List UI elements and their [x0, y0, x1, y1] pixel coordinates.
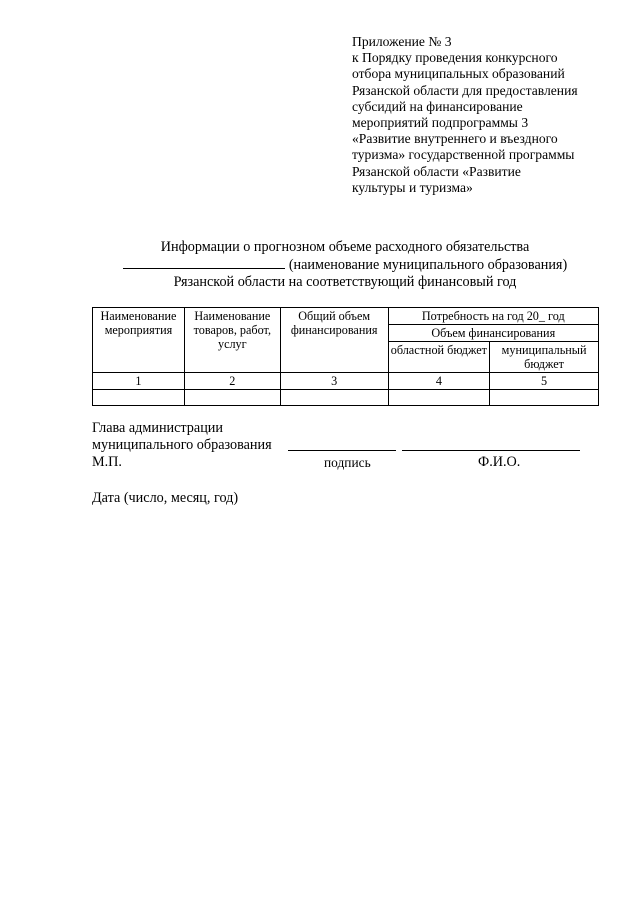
appendix-line: отбора муниципальных образований: [352, 66, 565, 82]
table-cell: [184, 390, 280, 406]
signature-caption: подпись: [324, 455, 371, 470]
header-volume: Объем финансирования: [388, 325, 598, 342]
title-line-1: Информации о прогнозном объеме расходного обязательства: [160, 239, 530, 255]
municipality-caption: (наименование муниципального образования): [288, 257, 568, 273]
appendix-line: субсидий на финансирование: [352, 98, 523, 114]
stamp-place-label: М.П.: [92, 454, 122, 470]
table-cell: [280, 390, 388, 406]
name-blank: [402, 450, 580, 451]
caption-line: [92, 454, 612, 471]
appendix-line: к Порядку проведения конкурсного: [352, 50, 558, 66]
head-title-line: Глава администрации: [92, 420, 223, 436]
title-line-3: Рязанской области на соответствующий финансовый год: [173, 274, 517, 290]
column-number: 5: [490, 373, 599, 390]
date-label: Дата (число, месяц, год): [92, 490, 239, 506]
municipality-blank: [123, 256, 285, 269]
header-total-funding: Общий объем финансирования: [280, 308, 388, 373]
funding-table: [92, 307, 599, 406]
header-municipal-budget: муниципальный бюджет: [490, 342, 599, 373]
appendix-line: мероприятий подпрограммы 3: [352, 115, 529, 131]
appendix-line: туризма» государственной программы: [352, 147, 575, 163]
appendix-line: Приложение № 3: [352, 34, 452, 49]
signature-blank: [288, 450, 396, 451]
table-row: [93, 390, 599, 406]
header-goods: Наименование товаров, работ, услуг: [184, 308, 280, 373]
appendix-header: [352, 34, 622, 196]
header-regional-budget: областной бюджет: [388, 342, 490, 373]
table-cell: [388, 390, 490, 406]
header-activity: Наименование мероприятия: [93, 308, 185, 373]
column-number: 2: [184, 373, 280, 390]
appendix-line: культуры и туризма»: [352, 179, 473, 195]
head-municipality-label: муниципального образования: [92, 437, 272, 453]
header-need: Потребность на год 20_ год: [388, 308, 598, 325]
head-municipality-line: [92, 437, 612, 454]
table-cell: [93, 390, 185, 406]
table-cell: [490, 390, 599, 406]
document-title: [80, 239, 610, 291]
column-number: 4: [388, 373, 490, 390]
appendix-line: «Развитие внутреннего и въездного: [352, 131, 558, 147]
column-number: 1: [93, 373, 185, 390]
signature-block: [92, 420, 612, 471]
column-number: 3: [280, 373, 388, 390]
title-line-2: [80, 256, 610, 274]
name-caption: Ф.И.О.: [478, 454, 521, 470]
appendix-line: Рязанской области для предоставления: [352, 82, 578, 98]
appendix-line: Рязанской области «Развитие: [352, 163, 521, 179]
